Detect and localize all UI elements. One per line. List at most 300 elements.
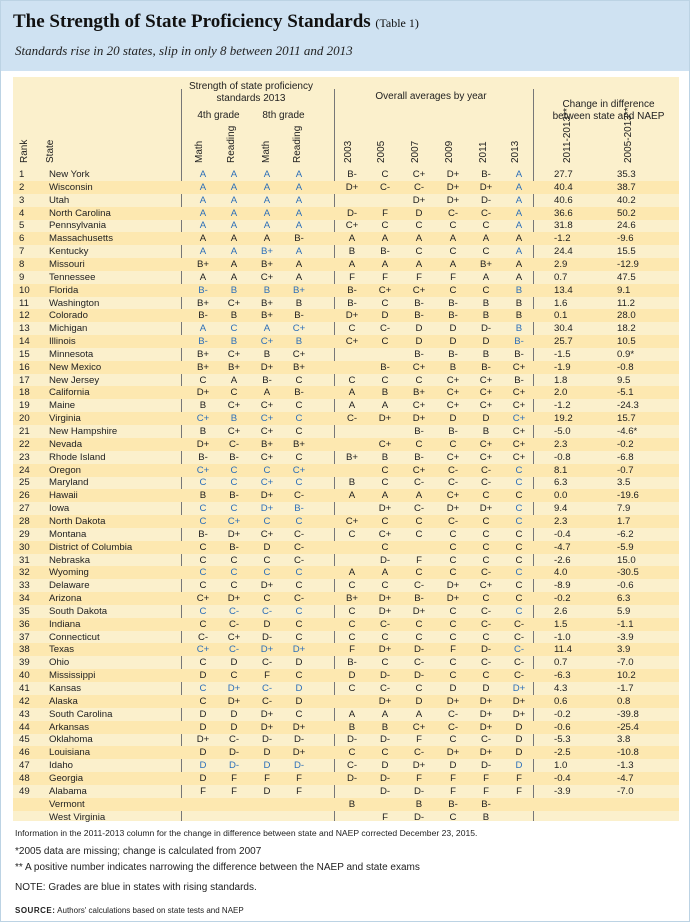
grade4-math-cell	[189, 812, 217, 824]
rank-cell: 26	[19, 490, 30, 502]
year-2009-cell: C	[449, 284, 457, 296]
year-2003-cell: B-	[347, 297, 357, 309]
year-2013-cell: C	[515, 503, 523, 515]
year-2009-cell: C	[449, 811, 457, 823]
table-row	[13, 412, 679, 425]
change-2011-2013-cell: 0.0	[554, 490, 568, 502]
year-2003-cell: B-	[347, 284, 357, 296]
grade8-reading-cell: D+	[292, 721, 306, 733]
grade8-math-cell: C+	[260, 413, 274, 425]
year-2011-cell: D-	[480, 323, 492, 335]
year-2011-cell: A	[482, 233, 490, 245]
grade8-reading-cell: C	[295, 708, 303, 720]
grade8-reading-cell: D	[295, 657, 303, 669]
year-2007-cell: B-	[414, 310, 424, 322]
rank-cell: 24	[19, 464, 30, 476]
year-2007-cell: B-	[414, 297, 424, 309]
change-2011-2013-cell: 40.4	[554, 181, 573, 193]
grade4-reading-cell: C-	[228, 438, 240, 450]
table-row	[13, 579, 679, 592]
year-2007-cell: B-	[414, 593, 424, 605]
year-2003-cell	[338, 696, 366, 708]
table-row	[13, 245, 679, 258]
grade4-math-cell: C	[199, 503, 207, 515]
year-2009-cell: D	[449, 336, 457, 348]
rank-cell: 10	[19, 284, 30, 296]
table-row	[13, 271, 679, 284]
grade8-reading-cell: C	[295, 400, 303, 412]
year-2009-cell: D	[449, 323, 457, 335]
year-2005-cell: D+	[378, 413, 392, 425]
year-2011-cell: C	[482, 670, 490, 682]
year-2009-cell: B-	[448, 297, 458, 309]
year-2003-cell: C	[348, 618, 356, 630]
change-2011-2013-cell: -6.3	[554, 670, 571, 682]
year-2013-cell: C+	[512, 400, 526, 412]
year-2007-cell: F	[416, 271, 422, 283]
year-2003-cell	[338, 555, 366, 567]
source-line: SOURCE: Authors' calculations based on state tests and NAEP	[15, 906, 244, 915]
grade8-math-cell: C	[263, 593, 271, 605]
year-2009-cell: C-	[447, 515, 459, 527]
header-reading-8: Reading	[292, 125, 303, 163]
year-2003-cell: C	[348, 374, 356, 386]
grade4-math-cell: C	[199, 374, 207, 386]
change-2011-2013-cell: 30.4	[554, 323, 573, 335]
year-2013-cell: C-	[513, 644, 525, 656]
year-2005-cell: B-	[380, 246, 390, 258]
year-2011-cell: B	[482, 811, 490, 823]
table-row	[13, 297, 679, 310]
year-2007-cell: C	[415, 374, 423, 386]
year-2003-cell: A	[348, 387, 356, 399]
year-2013-cell: B-	[514, 348, 524, 360]
year-2013-cell: D+	[512, 695, 526, 707]
grade8-math-cell: B	[263, 348, 271, 360]
year-2011-cell: D	[482, 413, 490, 425]
year-2009-cell: C-	[447, 708, 459, 720]
grade4-reading-cell: C	[230, 503, 238, 515]
grade8-math-cell: B-	[262, 374, 272, 386]
year-2005-cell	[371, 195, 399, 207]
table-row	[13, 554, 679, 567]
table-row	[13, 232, 679, 245]
year-2013-cell: C	[515, 567, 523, 579]
grade4-math-cell: A	[199, 323, 207, 335]
state-cell: North Carolina	[49, 207, 111, 219]
year-2009-cell: C-	[447, 721, 459, 733]
year-2007-cell: C+	[412, 721, 426, 733]
grade4-reading-cell: B	[230, 336, 238, 348]
grade4-math-cell: A	[199, 246, 207, 258]
year-2009-cell: D	[449, 683, 457, 694]
change-2005-2013-cell: -3.9	[617, 631, 634, 643]
grade4-math-cell: B-	[198, 451, 208, 463]
year-2011-cell: D+	[479, 181, 493, 193]
grade4-reading-cell: C	[230, 670, 238, 682]
year-2007-cell: A	[415, 708, 423, 720]
grade8-reading-cell: F	[296, 772, 302, 784]
year-2005-cell: C	[381, 477, 389, 489]
year-2013-cell: C+	[512, 426, 526, 437]
grade4-math-cell: C	[199, 618, 207, 630]
grade4-reading-cell: A	[230, 169, 238, 180]
year-2013-cell: D+	[512, 708, 526, 720]
year-2007-cell: B+	[412, 387, 425, 399]
state-cell: Alaska	[49, 695, 78, 707]
grade8-math-cell: B+	[260, 438, 273, 450]
change-2005-2013-cell	[617, 799, 661, 811]
year-2013-cell: A	[515, 194, 523, 206]
grade8-math-cell: C-	[261, 657, 273, 669]
year-2007-cell: D+	[412, 605, 426, 617]
year-2005-cell: A	[381, 258, 389, 270]
grade4-reading-cell: B	[230, 284, 238, 296]
grade4-math-cell: C+	[196, 593, 210, 605]
year-2011-cell: C+	[479, 387, 493, 399]
year-2003-cell: B	[348, 246, 356, 258]
year-2013-cell: D	[515, 734, 523, 746]
state-cell: Nebraska	[49, 554, 91, 566]
year-2003-cell: D-	[346, 734, 358, 746]
year-2007-cell: B	[415, 798, 423, 810]
year-2009-cell: F	[450, 271, 456, 283]
change-2005-2013-cell: 35.3	[617, 169, 636, 180]
year-2009-cell: D+	[446, 503, 460, 515]
grade4-math-cell: C	[199, 605, 207, 617]
year-2007-cell: D+	[412, 413, 426, 425]
grade4-math-cell: C-	[197, 631, 209, 643]
grade8-reading-cell: B-	[294, 233, 304, 245]
year-2009-cell: D+	[446, 593, 460, 605]
year-2003-cell: C	[348, 631, 356, 643]
grade4-math-cell: B+	[196, 361, 209, 373]
change-2005-2013-cell: -0.7	[617, 464, 634, 476]
year-2005-cell: F	[382, 811, 388, 823]
year-2011-cell: C+	[479, 580, 493, 592]
year-2013-cell: C-	[513, 670, 525, 682]
change-2011-2013-cell: 2.9	[554, 258, 568, 270]
year-2009-cell: C	[449, 220, 457, 232]
state-cell: Virginia	[49, 413, 81, 425]
year-2003-cell: B+	[345, 593, 358, 605]
year-2011-cell: C	[482, 490, 490, 502]
state-cell: Colorado	[49, 310, 88, 322]
table-row	[13, 181, 679, 194]
grade4-reading-cell: D+	[227, 528, 241, 540]
grade4-reading-cell: C	[230, 464, 238, 476]
year-2003-cell: B-	[347, 657, 357, 669]
year-2009-cell: C	[449, 528, 457, 540]
year-2013-cell: B	[515, 297, 523, 309]
year-2005-cell: D-	[379, 772, 391, 784]
year-2009-cell: C-	[447, 477, 459, 489]
year-2007-cell: C	[415, 246, 423, 258]
rank-cell: 44	[19, 721, 30, 733]
grade8-reading-cell: C+	[292, 323, 306, 335]
grade4-reading-cell: F	[231, 772, 237, 784]
change-2005-2013-cell: 38.7	[617, 181, 636, 193]
year-2009-cell: C	[449, 246, 457, 258]
grade4-reading-cell: C	[230, 554, 238, 566]
change-2011-2013-cell: -1.5	[554, 348, 571, 360]
year-2009-cell: B-	[448, 348, 458, 360]
year-2005-cell: F	[382, 271, 388, 283]
table-body	[13, 168, 679, 828]
grade8-math-cell: B+	[260, 246, 273, 258]
grade8-math-cell: B+	[260, 297, 273, 309]
grade4-math-cell: A	[199, 233, 207, 245]
year-2003-cell: A	[348, 708, 356, 720]
year-2007-cell: D	[415, 336, 423, 348]
state-cell: New Mexico	[49, 361, 102, 373]
grade8-math-cell: D	[263, 747, 271, 759]
year-2009-cell: D	[449, 760, 457, 772]
state-cell: Kansas	[49, 683, 81, 694]
year-2003-cell: C	[348, 605, 356, 617]
change-2005-2013-cell: 10.5	[617, 336, 636, 348]
grade4-math-cell: D	[199, 747, 207, 759]
grade8-math-cell: B+	[260, 310, 273, 322]
grade4-math-cell: C	[199, 477, 207, 489]
year-2007-cell: D-	[413, 670, 425, 682]
year-2003-cell: A	[348, 258, 356, 270]
rank-cell: 29	[19, 528, 30, 540]
year-2007-cell: C	[415, 220, 423, 232]
year-2013-cell: B	[515, 284, 523, 296]
state-cell: Vermont	[49, 798, 85, 810]
change-2011-2013-cell: 19.2	[554, 413, 573, 425]
change-2005-2013-cell: 9.1	[617, 284, 631, 296]
state-cell: Utah	[49, 194, 70, 206]
header-grade8: 8th grade	[262, 110, 305, 121]
year-2011-cell: D+	[479, 695, 493, 707]
grade4-math-cell: B-	[198, 284, 208, 296]
year-2007-cell: C	[415, 528, 423, 540]
grade8-reading-cell: C	[295, 605, 303, 617]
change-2005-2013-cell: -7.0	[617, 785, 634, 797]
change-2011-2013-cell: -1.2	[554, 233, 571, 245]
year-2011-cell: D+	[479, 503, 493, 515]
change-2011-2013-cell: 0.1	[554, 310, 568, 322]
year-2009-cell: D+	[446, 695, 460, 707]
year-2003-cell: C-	[346, 413, 358, 425]
year-2003-cell	[338, 439, 366, 451]
change-2005-2013-cell: 40.2	[617, 194, 636, 206]
table-row	[13, 631, 679, 644]
grade8-math-cell: D+	[260, 361, 274, 373]
grade4-math-cell: A	[199, 181, 207, 193]
header-year-2003: 2003	[343, 140, 354, 163]
state-cell: New Hampshire	[49, 426, 118, 437]
year-2011-cell: C-	[480, 207, 492, 219]
state-cell: Delaware	[49, 580, 90, 592]
year-2003-cell: C	[348, 747, 356, 759]
year-2011-cell: C-	[480, 464, 492, 476]
state-cell: Arizona	[49, 593, 82, 605]
change-2011-2013-cell: 8.1	[554, 464, 568, 476]
state-cell: Connecticut	[49, 631, 100, 643]
grade8-reading-cell: C	[295, 580, 303, 592]
year-2011-cell: C	[482, 631, 490, 643]
year-2009-cell: C+	[446, 374, 460, 386]
year-2013-cell: B-	[514, 336, 524, 348]
year-2011-cell: B	[482, 426, 490, 437]
state-cell: Alabama	[49, 785, 87, 797]
grade4-math-cell: C	[199, 683, 207, 694]
year-2009-cell: C	[449, 541, 457, 553]
state-cell: Massachusetts	[49, 233, 113, 245]
change-2005-2013-cell: -5.9	[617, 541, 634, 553]
year-2011-cell: B	[482, 310, 490, 322]
grade4-reading-cell: D-	[228, 760, 240, 772]
year-2011-cell: C-	[480, 477, 492, 489]
table-row	[13, 566, 679, 579]
grade8-reading-cell: C-	[293, 554, 305, 566]
year-2013-cell: A	[515, 271, 523, 283]
year-2005-cell: D+	[378, 593, 392, 605]
year-2013-cell	[505, 812, 533, 824]
grade4-math-cell: B+	[196, 297, 209, 309]
change-2011-2013-cell: 0.7	[554, 271, 568, 283]
year-2013-cell: B-	[514, 374, 524, 386]
year-2007-cell: C	[415, 631, 423, 643]
grade8-reading-cell: C	[295, 451, 303, 463]
rank-cell: 36	[19, 618, 30, 630]
grade8-math-cell: D	[263, 541, 271, 553]
state-cell: North Dakota	[49, 515, 106, 527]
year-2011-cell: B	[482, 348, 490, 360]
year-2011-cell: D	[482, 336, 490, 348]
change-2005-2013-cell: 7.9	[617, 503, 631, 515]
table-row	[13, 528, 679, 541]
header-overall-averages: Overall averages by year	[375, 91, 487, 102]
year-2009-cell: C	[449, 605, 457, 617]
state-cell: Illinois	[49, 336, 76, 348]
header-math-8: Math	[261, 140, 272, 163]
grade4-math-cell: C	[199, 580, 207, 592]
table-row	[13, 399, 679, 412]
year-2005-cell: C-	[379, 181, 391, 193]
state-cell: Georgia	[49, 772, 84, 784]
grade8-reading-cell: B	[295, 297, 303, 309]
year-2013-cell: B	[515, 310, 523, 322]
change-2011-2013-cell: 40.6	[554, 194, 573, 206]
change-2005-2013-cell: 1.7	[617, 515, 631, 527]
table-row	[13, 772, 679, 785]
year-2009-cell: C	[449, 670, 457, 682]
year-2011-cell: D+	[479, 747, 493, 759]
year-2011-cell: B	[482, 297, 490, 309]
year-2003-cell: D+	[345, 181, 359, 193]
grade8-math-cell: C	[263, 464, 271, 476]
state-cell: Iowa	[49, 503, 70, 515]
table-row	[13, 605, 679, 618]
year-2007-cell: D	[415, 207, 423, 219]
state-cell: Maine	[49, 400, 76, 412]
footnote-missing-2005: *2005 data are missing; change is calculated from 2007	[15, 846, 262, 857]
year-2011-cell: C+	[479, 400, 493, 412]
year-2003-cell: C	[348, 323, 356, 335]
rank-cell: 3	[19, 194, 25, 206]
change-2011-2013-cell	[554, 812, 594, 824]
grade4-reading-cell: A	[230, 207, 238, 219]
table-row	[13, 168, 679, 181]
rank-cell: 42	[19, 695, 30, 707]
state-cell: Pennsylvania	[49, 220, 107, 232]
state-cell: Oklahoma	[49, 734, 93, 746]
year-2005-cell: A	[381, 400, 389, 412]
grade4-reading-cell: A	[230, 258, 238, 270]
year-2005-cell: C+	[378, 284, 392, 296]
grade8-reading-cell: D	[295, 683, 303, 694]
grade8-math-cell: D+	[260, 721, 274, 733]
table-row	[13, 361, 679, 374]
rank-cell: 18	[19, 387, 30, 399]
change-2005-2013-cell: -9.6	[617, 233, 634, 245]
state-cell: District of Columbia	[49, 541, 133, 553]
change-2005-2013-cell: 15.0	[617, 554, 636, 566]
grade4-reading-cell: C	[230, 323, 238, 335]
grade8-math-cell	[253, 799, 281, 811]
change-2005-2013-cell: 47.5	[617, 271, 636, 283]
change-2011-2013-cell: -3.9	[554, 785, 571, 797]
change-2005-2013-cell: -4.7	[617, 772, 634, 784]
year-2009-cell: C	[449, 554, 457, 566]
grade4-reading-cell: C	[230, 567, 238, 579]
year-2013-cell: C	[515, 605, 523, 617]
grade4-math-cell: B+	[196, 258, 209, 270]
year-2003-cell: A	[348, 233, 356, 245]
state-cell: Mississippi	[49, 670, 96, 682]
grade4-reading-cell: A	[230, 233, 238, 245]
year-2003-cell	[338, 542, 366, 554]
rank-cell: 21	[19, 426, 30, 437]
rank-cell: 16	[19, 361, 30, 373]
year-2013-cell: F	[516, 785, 522, 797]
year-2013-cell: C	[515, 515, 523, 527]
year-2011-cell: C-	[480, 605, 492, 617]
grade8-reading-cell: A	[295, 271, 303, 283]
year-2005-cell: F	[382, 207, 388, 219]
change-2011-2013-cell: 1.8	[554, 374, 568, 386]
change-2005-2013-cell: -6.8	[617, 451, 634, 463]
year-2003-cell: C	[348, 580, 356, 592]
rank-cell: 13	[19, 323, 30, 335]
change-2011-2013-cell: -0.4	[554, 528, 571, 540]
change-2011-2013-cell: 1.5	[554, 618, 568, 630]
year-2011-cell: C-	[480, 567, 492, 579]
change-2005-2013-cell: 3.8	[617, 734, 631, 746]
year-2005-cell: D-	[379, 734, 391, 746]
table-row	[13, 785, 679, 798]
state-cell: Michigan	[49, 323, 88, 335]
year-2011-cell: C-	[480, 734, 492, 746]
grade8-math-cell: C+	[260, 477, 274, 489]
year-2003-cell: C+	[345, 336, 359, 348]
table-row	[13, 515, 679, 528]
grade8-math-cell: A	[263, 181, 271, 193]
year-2007-cell: F	[416, 554, 422, 566]
rank-cell: 25	[19, 477, 30, 489]
change-2011-2013-cell: 24.4	[554, 246, 573, 258]
year-2013-cell: C	[515, 593, 523, 605]
grade8-reading-cell: C	[295, 477, 303, 489]
year-2011-cell: D-	[480, 194, 492, 206]
state-cell: Rhode Island	[49, 451, 106, 463]
change-2005-2013-cell: 5.9	[617, 605, 631, 617]
year-2011-cell: C-	[480, 618, 492, 630]
